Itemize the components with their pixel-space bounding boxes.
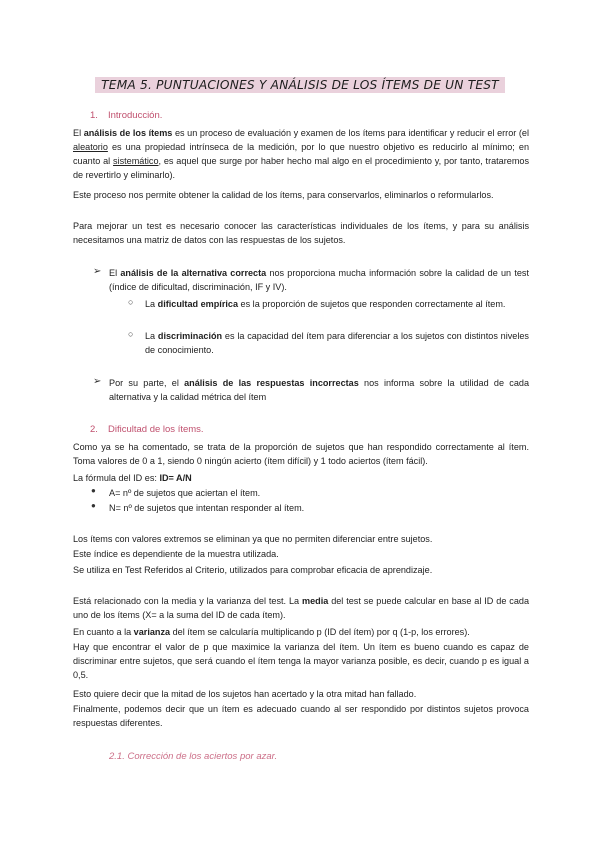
page-title: TEMA 5. PUNTUACIONES Y ANÁLISIS DE LOS ÍTEMS DE UN TEST [95,77,505,93]
text: del test se puede calcular en base al ID de cada uno de los ítems (X= a la suma del ID de cada ítem). [73,596,529,620]
text: es la proporción de sujetos que responden correctamente al ítem. [238,299,506,309]
section-title: Dificultad de los ítems. [108,424,204,435]
subsection-heading-correccion: 2.1. Corrección de los aciertos por azar. [109,751,278,762]
bullet-alternativa-correcta [109,266,529,294]
paragraph-varianza [73,625,529,639]
paragraph-dependiente: Este índice es dependiente de la muestra utilizada. [73,549,279,559]
text: Por su parte, el [109,378,185,388]
formula-label: La fórmula del ID es: [73,473,160,483]
text: es una propiedad intrínseca de la medición, por lo que nuestro objetivo es reducirlo al mínimo; en cuanto al [73,142,529,166]
paragraph-proceso: Este proceso nos permite obtener la calidad de los ítems, para conservarlos, eliminarlos o reformularlos. [73,190,494,200]
bold-term: análisis de la alternativa correcta [120,268,267,278]
text: nos proporciona mucha información sobre la calidad de un test (índice de dificultad, discriminación, IF y IV). [109,268,529,292]
bold-term: dificultad empírica [157,299,239,309]
text: El [73,128,84,138]
text: Está relacionado con la media y la varianza del test. La [73,596,302,606]
paragraph-media [73,594,529,622]
paragraph-criterio: Se utiliza en Test Referidos al Criterio, utilizados para comprobar eficacia de aprendizaje. [73,565,433,575]
subbullet-discriminacion [145,329,529,357]
paragraph-extremos: Los ítems con valores extremos se eliminan ya que no permiten diferenciar entre sujetos. [73,534,433,544]
text: es un proceso de evaluación y examen de los ítems para identificar y reducir el error (el [172,128,529,138]
dot-bullet-icon: ● [91,501,96,510]
formula-bullet-a: A= nº de sujetos que aciertan el ítem. [109,488,261,498]
arrow-bullet-icon: ➢ [93,266,102,277]
paragraph-intro [73,126,529,182]
section-heading-introduccion [90,110,162,121]
text: El [109,268,121,278]
formula-line [73,471,529,485]
bold-term: media [302,596,329,606]
underlined-term: sistemático [113,156,159,166]
section-heading-dificultad [90,424,204,435]
paragraph-finalmente: Finalmente, podemos decir que un ítem es adecuado cuando al ser respondido por distintos sujetos provoca respuestas diferentes. [73,704,529,728]
paragraph-definicion: Como ya se ha comentado, se trata de la proporción de sujetos que han respondido correctamente al ítem. Toma valores de 0 a 1, siendo 0 ningún acierto (ítem difícil) y 1 todo aciertos (ítem fácil). [73,442,529,466]
text: , es aquel que surge por haber hecho mal algo en el procedimiento y, por tanto, trataremos de revertirlo y eliminarlo). [73,156,530,180]
bold-term: análisis de los ítems [83,128,173,138]
underlined-term: aleatorio [73,142,108,152]
dot-bullet-icon: ● [91,486,96,495]
formula-bullet-n: N= nº de sujetos que intentan responder al ítem. [109,503,305,513]
bold-term: varianza [133,627,171,637]
formula: ID= A/N [159,473,192,483]
subbullet-dificultad [145,297,529,311]
text: es la capacidad del ítem para diferenciar a los sujetos con distintos niveles de conocimiento. [145,331,529,355]
section-title: Introducción. [108,110,163,121]
paragraph-mejorar: Para mejorar un test es necesario conocer las características individuales de los ítems, y para su análisis necesitamos una matriz de datos con las respuestas de los sujetos. [73,221,529,245]
text: La [145,331,158,341]
paragraph-maximizar: Hay que encontrar el valor de p que maximice la varianza del ítem. Un ítem es bueno cuando es capaz de discriminar entre sujetos, que será cuando el ítem tenga la mayor varianza posible, es decir, cuando p es igual a 0,5. [73,642,529,680]
section-number: 1. [90,110,98,121]
bold-term: discriminación [157,331,223,341]
circle-bullet-icon: ○ [128,297,134,307]
title-wrap [0,76,600,94]
bullet-respuestas-incorrectas [109,376,529,404]
circle-bullet-icon: ○ [128,329,134,339]
text: del ítem se calcularía multiplicando p (ID del ítem) por q (1-p, los errores). [170,627,470,637]
section-number: 2. [90,424,98,435]
text: En cuanto a la [73,627,134,637]
bold-term: análisis de las respuestas incorrectas [184,378,359,388]
text: La [145,299,158,309]
arrow-bullet-icon: ➢ [93,376,102,387]
text: nos informa sobre la utilidad de cada alternativa y la calidad métrica del ítem [109,378,529,402]
paragraph-mitad: Esto quiere decir que la mitad de los sujetos han acertado y la otra mitad han fallado. [73,689,417,699]
